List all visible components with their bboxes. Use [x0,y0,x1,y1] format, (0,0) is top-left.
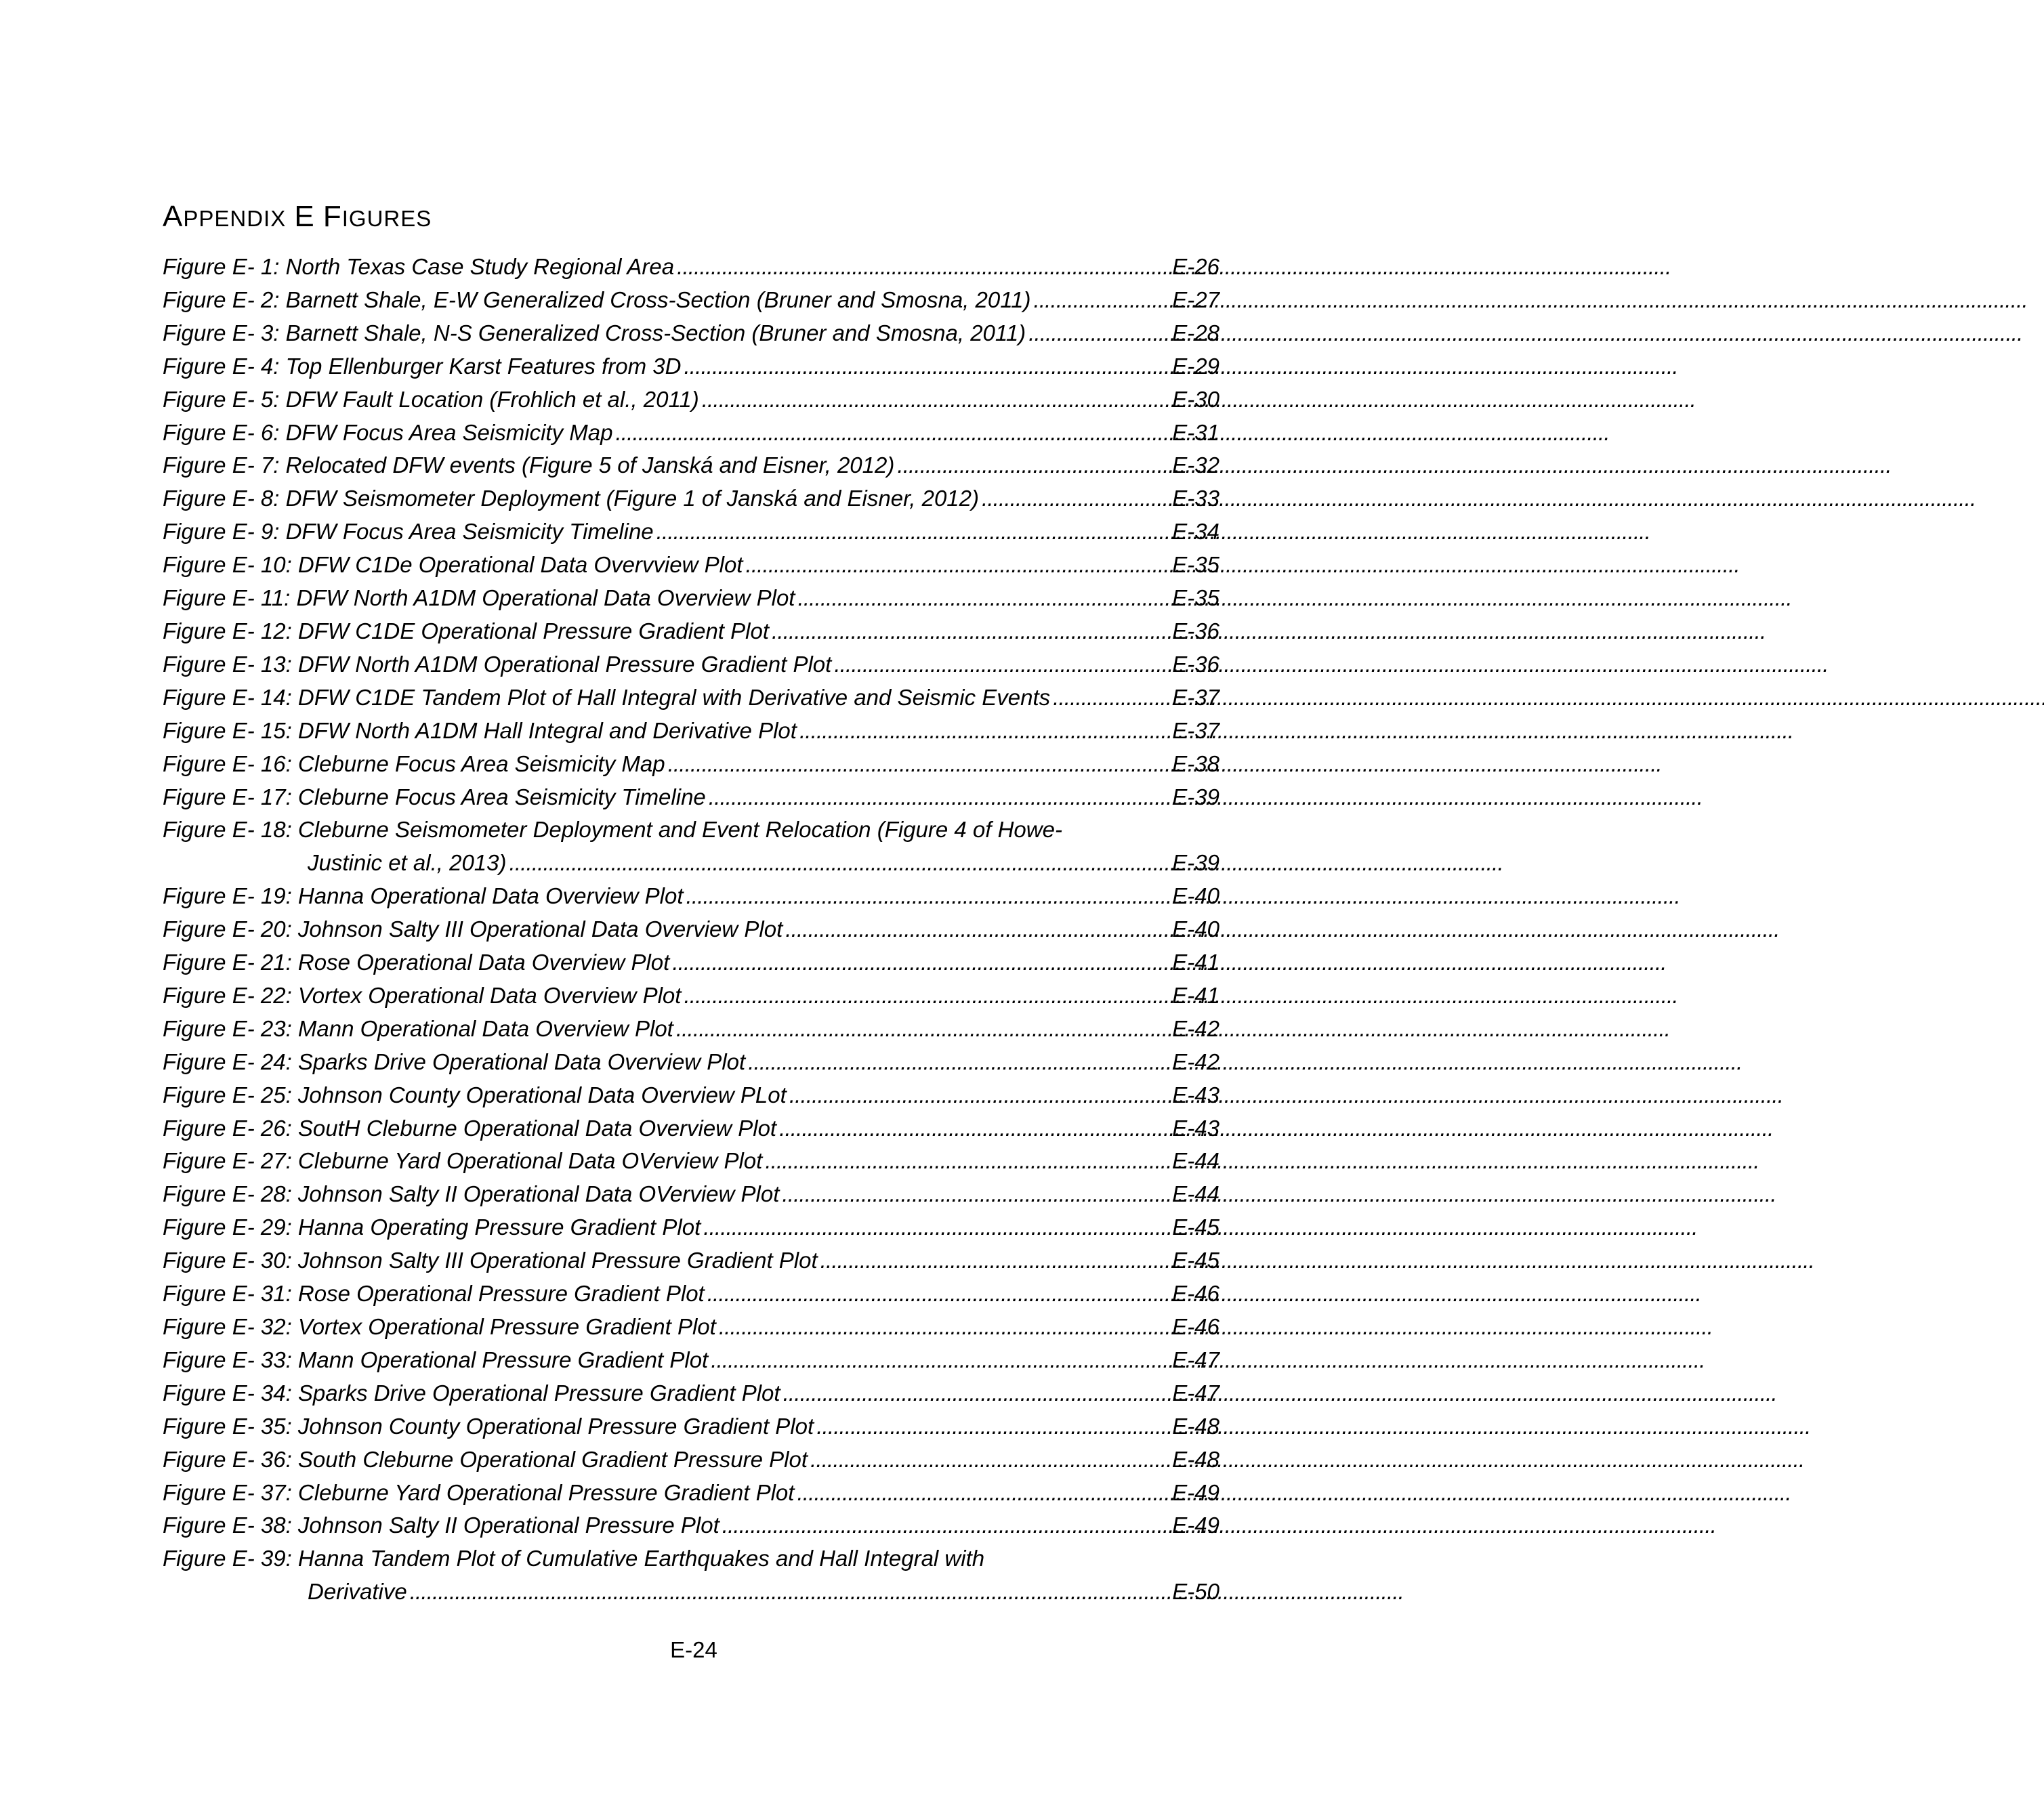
toc-entry-title: Figure E- 25: Johnson County Operational Data Overview PLot [163,1082,787,1107]
toc-entry[interactable] [163,284,1219,317]
toc-entry-page: E-37 [1172,684,1219,710]
toc-entry-title: Figure E- 35: Johnson County Operational Pressure Gradient Plot [163,1413,814,1439]
toc-entry-page: E-45 [1172,1248,1219,1273]
dot-leader [816,1410,1169,1443]
toc-entry[interactable] [163,913,1219,946]
toc-entry-page: E-41 [1172,950,1219,975]
toc-entry[interactable] [163,681,1219,715]
toc-entry-row [163,482,1219,515]
toc-entry[interactable] [163,1046,1219,1079]
toc-entry-page: E-40 [1172,916,1219,942]
dot-leader [772,615,1169,648]
toc-entry-title: Figure E- 24: Sparks Drive Operational Data Overview Plot [163,1049,746,1074]
dot-leader [797,1477,1169,1510]
toc-entry-page: E-44 [1172,1148,1219,1174]
dot-leader [656,515,1170,549]
toc-entry-row [163,715,1219,748]
toc-entry-title: Figure E- 18: Cleburne Seismometer Deployment and Event Relocation (Figure 4 of Howe- [163,817,1062,843]
toc-entry[interactable] [163,979,1219,1013]
toc-entry[interactable] [163,1211,1219,1244]
toc-entry-row [163,383,1219,417]
toc-entry-title: Figure E- 22: Vortex Operational Data Overview Plot [163,982,682,1008]
toc-entry-row [163,847,1219,880]
toc-entry-page: E-43 [1172,1082,1219,1107]
toc-entry-row [163,979,1219,1013]
dot-leader [782,1178,1169,1211]
toc-entry-page: E-36 [1172,651,1219,677]
heading-rest-appendix: PPENDIX [183,206,287,231]
toc-entry-title: Figure E- 34: Sparks Drive Operational Pressure Gradient Plot [163,1380,780,1406]
toc-entry-page: E-47 [1172,1380,1219,1406]
dot-leader [684,350,1169,383]
toc-entry-page: E-49 [1172,1513,1219,1538]
dot-leader [1053,681,1169,715]
toc-entry-page: E-46 [1172,1314,1219,1339]
toc-entry-title: Figure E- 7: Relocated DFW events (Figure 5 of Janská and Eisner, 2012) [163,452,895,478]
toc-entry-page: E-48 [1172,1446,1219,1472]
toc-entry[interactable] [163,1542,1219,1609]
toc-entry[interactable] [163,251,1219,284]
toc-entry-title: Figure E- 9: DFW Focus Area Seismicity Timeline [163,519,654,545]
dot-leader [703,1211,1169,1244]
dot-leader [672,946,1169,979]
toc-entry-row [163,1311,1219,1344]
toc-entry[interactable] [163,1509,1219,1542]
section-heading [163,196,432,239]
toc-entry-title: Figure E- 13: DFW North A1DM Operational Pressure Gradient Plot [163,651,832,677]
page-number: E-24 [670,1637,717,1662]
dot-leader [799,715,1169,748]
toc-entry-title: Figure E- 37: Cleburne Yard Operational Pressure Gradient Plot [163,1479,795,1505]
toc-entry-title: Figure E- 1: North Texas Case Study Regional Area [163,254,675,279]
toc-entry-row [163,615,1219,648]
toc-entry-title: Figure E- 19: Hanna Operational Data Overview Plot [163,883,684,909]
heading-letter-e: E [294,200,315,233]
toc-entry[interactable] [163,715,1219,748]
toc-entry-row [163,1178,1219,1211]
dot-leader [785,913,1169,946]
toc-entry-row [163,1410,1219,1443]
toc-entry-page: E-50 [1172,1579,1219,1605]
toc-entry-row [163,582,1219,615]
toc-entry-row [163,1079,1219,1112]
toc-entry-row [163,913,1219,946]
toc-entry-row [163,284,1219,317]
toc-entry[interactable] [163,1311,1219,1344]
toc-entry[interactable] [163,515,1219,549]
dot-leader [684,979,1169,1013]
dot-leader [820,1244,1170,1277]
toc-entry-page: E-45 [1172,1215,1219,1240]
toc-entry-title-continuation: Derivative [308,1579,407,1605]
toc-entry-title: Figure E- 27: Cleburne Yard Operational Data OVerview Plot [163,1148,763,1174]
dot-leader [789,1079,1169,1112]
toc-entry-page: E-43 [1172,1115,1219,1141]
dot-leader [797,582,1169,615]
dot-leader [719,1311,1169,1344]
toc-entry-row [163,1277,1219,1311]
toc-entry-row [163,946,1219,979]
toc-entry-row [163,449,1219,482]
toc-entry[interactable] [163,880,1219,913]
toc-entry-title: Figure E- 17: Cleburne Focus Area Seismicity Timeline [163,784,706,809]
toc-entry[interactable] [163,781,1219,814]
dot-leader [745,549,1169,582]
toc-entry-title-continuation: Justinic et al., 2013) [308,850,507,876]
toc-entry-row [163,251,1219,284]
dot-leader [668,748,1170,781]
dot-leader [779,1112,1169,1145]
dot-leader [702,383,1170,417]
toc-entry-title: Figure E- 11: DFW North A1DM Operational Data Overview Plot [163,585,795,611]
toc-entry-row [163,1509,1219,1542]
toc-entry-row [163,1377,1219,1410]
dot-leader [748,1046,1169,1079]
toc-entry-page: E-36 [1172,618,1219,643]
toc-entry[interactable] [163,946,1219,979]
toc-entry-row [163,1344,1219,1377]
toc-entry[interactable] [163,648,1219,681]
toc-entry-page: E-37 [1172,717,1219,743]
toc-entry-title: Figure E- 2: Barnett Shale, E-W Generalized Cross-Section (Bruner and Smosna, 2011) [163,287,1031,312]
toc-entry-page: E-31 [1172,419,1219,445]
toc-entry-title: Figure E- 31: Rose Operational Pressure Gradient Plot [163,1281,705,1307]
dot-leader [810,1443,1169,1477]
toc-entry-row [163,1145,1219,1178]
toc-entry-title: Figure E- 39: Hanna Tandem Plot of Cumulative Earthquakes and Hall Integral with [163,1546,985,1571]
toc-entry-title: Figure E- 6: DFW Focus Area Seismicity Map [163,419,613,445]
toc-entry-page: E-35 [1172,552,1219,578]
toc-entry-page: E-39 [1172,784,1219,809]
dot-leader [410,1576,1170,1609]
heading-initial-a: A [163,200,184,233]
toc-entry[interactable] [163,482,1219,515]
toc-entry[interactable] [163,582,1219,615]
toc-entry-page: E-41 [1172,982,1219,1008]
toc-entry[interactable] [163,1277,1219,1311]
toc-entry-title: Figure E- 4: Top Ellenburger Karst Features from 3D [163,353,682,379]
dot-leader [783,1377,1170,1410]
toc-entry-title: Figure E- 29: Hanna Operating Pressure Gradient Plot [163,1215,701,1240]
toc-entry-page: E-47 [1172,1347,1219,1372]
dot-leader [897,449,1169,482]
toc-entry-page: E-34 [1172,519,1219,545]
toc-entry-title: Figure E- 8: DFW Seismometer Deployment (Figure 1 of Janská and Eisner, 2012) [163,486,979,511]
toc-entry-title: Figure E- 28: Johnson Salty II Operational Data OVerview Plot [163,1181,780,1207]
toc-entry-row [163,1244,1219,1277]
toc-entry-title: Figure E- 20: Johnson Salty III Operational Data Overview Plot [163,916,783,942]
toc-entry-page: E-42 [1172,1049,1219,1074]
toc-entry-page: E-26 [1172,254,1219,279]
toc-entry-row [163,1013,1219,1046]
toc-entry-page: E-40 [1172,883,1219,909]
dot-leader [509,847,1170,880]
dot-leader [982,482,1169,515]
toc-entry[interactable] [163,350,1219,383]
toc-entry-row [163,781,1219,814]
toc-entry[interactable] [163,1477,1219,1510]
toc-entry[interactable] [163,1244,1219,1277]
toc-entry-row [163,681,1219,715]
toc-entry-row [163,1211,1219,1244]
toc-entry-page: E-49 [1172,1479,1219,1505]
toc-entry-page: E-30 [1172,386,1219,412]
toc-entry[interactable] [163,748,1219,781]
toc-entry-title: Figure E- 5: DFW Fault Location (Frohlich et al., 2011) [163,386,699,412]
toc-entry-page: E-38 [1172,751,1219,776]
dot-leader [686,880,1170,913]
toc-entry-page: E-44 [1172,1181,1219,1207]
toc-entry-row [163,515,1219,549]
toc-entry[interactable] [163,1377,1219,1410]
toc-entry-title: Figure E- 3: Barnett Shale, N-S Generalized Cross-Section (Bruner and Smosna, 2011) [163,320,1026,345]
toc-entry-page: E-42 [1172,1015,1219,1041]
dot-leader [834,648,1169,681]
toc-entry-page: E-46 [1172,1281,1219,1307]
toc-entry[interactable] [163,383,1219,417]
dot-leader [1033,284,1169,317]
toc-entry-title: Figure E- 14: DFW C1DE Tandem Plot of Hall Integral with Derivative and Seismic Events [163,684,1051,710]
toc-entry[interactable] [163,417,1219,450]
toc-entry-title: Figure E- 21: Rose Operational Data Overview Plot [163,950,670,975]
toc-entry-row [163,417,1219,450]
toc-entry[interactable] [163,814,1219,880]
dot-leader [711,1344,1169,1377]
toc-entry-page: E-27 [1172,287,1219,312]
toc-entry-row [163,1477,1219,1510]
toc-entry[interactable] [163,1112,1219,1145]
toc-entry-title: Figure E- 12: DFW C1DE Operational Pressure Gradient Plot [163,618,770,643]
toc-entry-row [163,1112,1219,1145]
toc-entry-page: E-33 [1172,486,1219,511]
dot-leader [707,1277,1170,1311]
toc-entry-page: E-35 [1172,585,1219,611]
dot-leader [677,251,1169,284]
toc-entry[interactable] [163,549,1219,582]
toc-entry[interactable] [163,1013,1219,1046]
toc-entry[interactable] [163,1443,1219,1477]
toc-entry-row [163,748,1219,781]
toc-entry[interactable] [163,615,1219,648]
toc-entry-row [163,1443,1219,1477]
dot-leader [676,1013,1169,1046]
toc-entry[interactable] [163,317,1219,350]
toc-entry-title: Figure E- 30: Johnson Salty III Operational Pressure Gradient Plot [163,1248,818,1273]
toc-entry-page: E-48 [1172,1413,1219,1439]
toc-entry-page: E-39 [1172,850,1219,876]
toc-entry-row [163,350,1219,383]
dot-leader [722,1509,1170,1542]
toc-entry-title: Figure E- 32: Vortex Operational Pressure Gradient Plot [163,1314,716,1339]
toc-entry-row [163,1576,1219,1609]
toc-entry[interactable] [163,1079,1219,1112]
toc-entry[interactable] [163,1410,1219,1443]
toc-entry-row [163,317,1219,350]
figure-list [163,251,1219,1609]
toc-entry[interactable] [163,449,1219,482]
toc-entry-row [163,549,1219,582]
toc-entry-title: Figure E- 15: DFW North A1DM Hall Integral and Derivative Plot [163,717,797,743]
toc-entry-page: E-29 [1172,353,1219,379]
toc-entry[interactable] [163,1178,1219,1211]
toc-entry-title: Figure E- 23: Mann Operational Data Overview Plot [163,1015,673,1041]
toc-entry-title: Figure E- 26: SoutH Cleburne Operational Data Overview Plot [163,1115,777,1141]
heading-initial-f: F [322,200,342,233]
toc-entry-page: E-28 [1172,320,1219,345]
heading-rest-figures: IGURES [341,206,432,231]
toc-entry-page: E-32 [1172,452,1219,478]
toc-entry[interactable] [163,1145,1219,1178]
toc-entry-title: Figure E- 10: DFW C1De Operational Data Overvview Plot [163,552,743,578]
toc-entry-row [163,1046,1219,1079]
toc-entry-row [163,648,1219,681]
toc-entry[interactable] [163,1344,1219,1377]
toc-entry-title: Figure E- 38: Johnson Salty II Operational Pressure Plot [163,1513,719,1538]
toc-entry-title: Figure E- 16: Cleburne Focus Area Seismicity Map [163,751,665,776]
dot-leader [709,781,1170,814]
dot-leader [1028,317,1169,350]
dot-leader [765,1145,1169,1178]
dot-leader [615,417,1169,450]
toc-entry-title: Figure E- 36: South Cleburne Operational Gradient Pressure Plot [163,1446,808,1472]
toc-entry-row [163,880,1219,913]
toc-entry-title: Figure E- 33: Mann Operational Pressure Gradient Plot [163,1347,709,1372]
